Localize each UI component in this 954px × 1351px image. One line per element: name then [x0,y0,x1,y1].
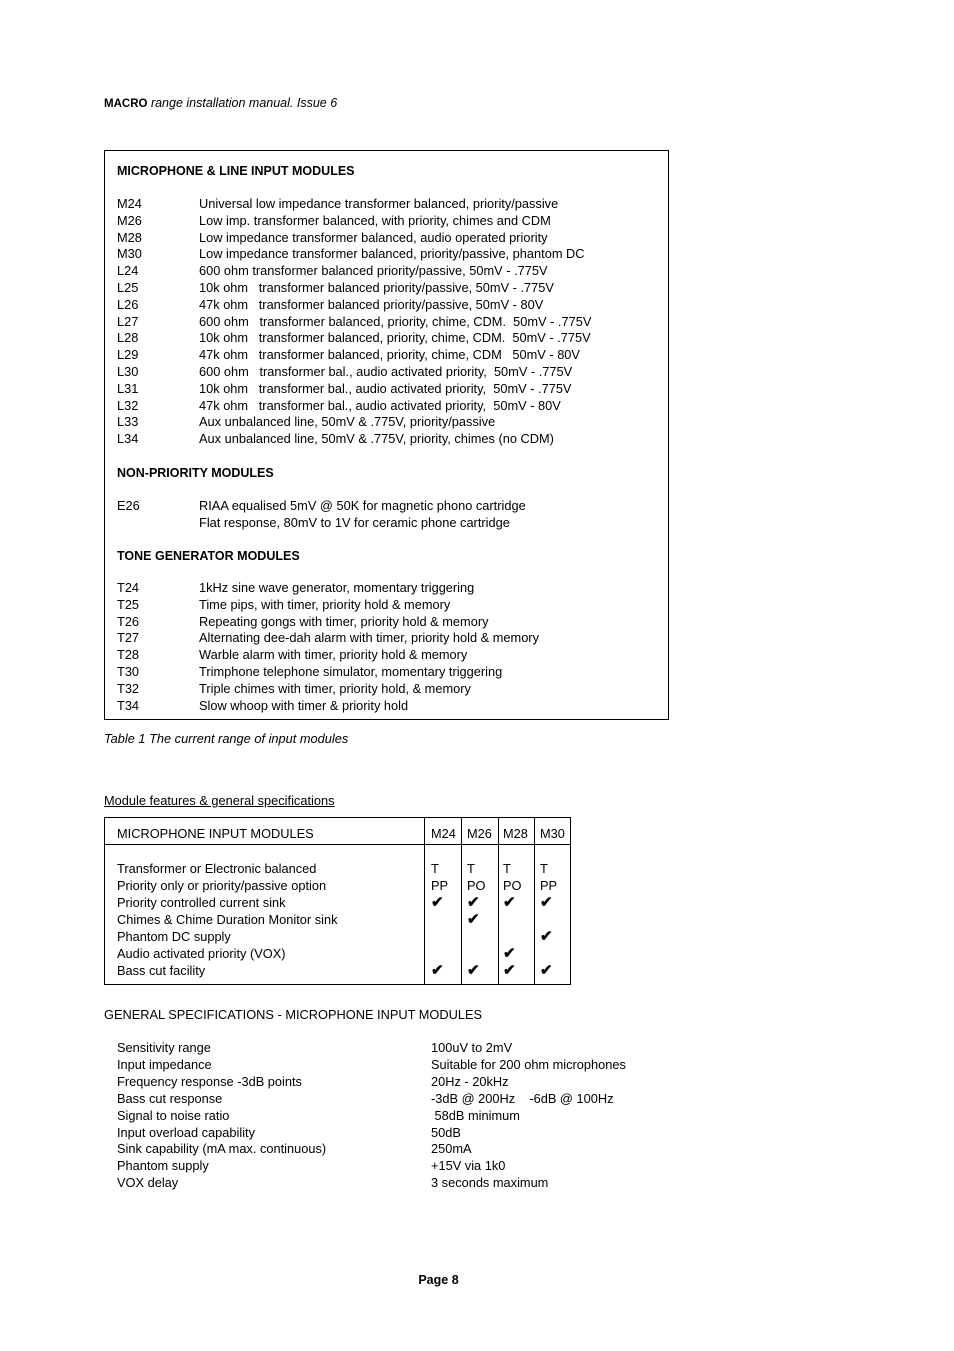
spec-value: 20Hz - 20kHz [431,1073,509,1089]
module-code: L26 [117,296,139,312]
feature-label: Audio activated priority (VOX) [117,946,286,961]
module-code: L25 [117,280,139,295]
module-description: Repeating gongs with timer, priority hold & memory [199,613,489,629]
module-row [117,579,657,596]
column-divider [498,818,499,984]
header-divider [105,844,570,845]
spec-value: 58dB minimum [431,1107,520,1123]
feature-cell: PO [467,878,486,893]
module-code: T26 [117,613,140,629]
module-description: 600 ohm transformer bal., audio activated priority, 50mV - .775V [199,364,573,379]
feature-label: Chimes & Chime Duration Monitor sink [117,912,338,927]
checkmark-icon: ✔ [540,894,553,911]
spec-value: 50dB [431,1124,461,1140]
module-code: L24 [117,263,139,279]
module-description: Time pips, with timer, priority hold & memory [199,596,451,612]
checkmark-icon: ✔ [503,945,516,962]
module-code: L27 [117,313,139,329]
module-description: Universal low impedance transformer balanced, priority/passive [199,196,559,211]
brand-name: MACRO [104,98,148,110]
feature-cell: T [540,861,548,876]
header-subtitle: range installation manual. Issue 6 [150,96,338,110]
module-row [117,430,657,447]
module-row [117,663,657,680]
spec-label: Frequency response -3dB points [117,1073,302,1089]
module-row [117,680,657,697]
module-code: T27 [117,630,140,646]
features-table [104,817,571,985]
features-heading-link[interactable]: Module features & general specifications [104,793,335,808]
spec-label: Input overload capability [117,1124,256,1140]
module-description: Trimphone telephone simulator, momentary triggering [199,664,503,679]
module-code: L34 [117,431,139,447]
module-description: Triple chimes with timer, priority hold, & memory [199,680,471,696]
section-title: NON-PRIORITY MODULES [117,466,274,480]
feature-label: Transformer or Electronic balanced [117,861,317,876]
module-row [117,697,657,714]
table-caption: Table 1 The current range of input modules [104,731,349,746]
module-code: T28 [117,647,140,663]
module-description: 10k ohm transformer balanced priority/passive, 50mV - .775V [199,280,554,295]
module-description: 1kHz sine wave generator, momentary triggering [199,580,475,595]
module-description: Aux unbalanced line, 50mV & .775V, priority, chimes (no CDM) [199,431,554,447]
module-row [117,646,657,663]
checkmark-icon: ✔ [431,962,444,979]
module-row [117,613,657,630]
feature-label: Priority controlled current sink [117,895,286,910]
module-row [117,363,657,380]
module-row [117,397,657,414]
module-row [117,497,657,514]
module-code: L28 [117,330,139,346]
spec-label: Signal to noise ratio [117,1107,230,1123]
module-code: M30 [117,246,142,262]
checkmark-icon: ✔ [431,894,444,911]
spec-label: Bass cut response [117,1090,223,1106]
module-code: M28 [117,229,142,245]
module-row [117,212,657,229]
module-description: 10k ohm transformer balanced, priority, chime, CDM. 50mV - .775V [199,330,591,346]
module-row [117,262,657,279]
module-description: Low imp. transformer balanced, with priority, chimes and CDM [199,212,551,228]
spec-label: Input impedance [117,1056,212,1072]
checkmark-icon: ✔ [467,894,480,911]
module-row [117,629,657,646]
feature-cell: PP [431,878,449,893]
module-row [117,413,657,430]
module-row [117,296,657,313]
feature-cell: T [467,861,475,876]
spec-value: Suitable for 200 ohm microphones [431,1056,626,1072]
column-divider [534,818,535,984]
module-row [117,313,657,330]
checkmark-icon: ✔ [467,962,480,979]
spec-value: 250mA [431,1141,472,1157]
feature-cell: T [503,861,511,876]
checkmark-icon: ✔ [540,928,553,945]
module-code: L30 [117,364,139,379]
feature-label: Priority only or priority/passive option [117,878,327,893]
module-code: T25 [117,596,140,612]
module-description: 600 ohm transformer balanced, priority, chime, CDM. 50mV - .775V [199,313,592,329]
general-specs-title: GENERAL SPECIFICATIONS - MICROPHONE INPUT MODULES [104,1007,483,1022]
document-header [104,96,337,110]
module-code: M24 [117,196,142,211]
module-row [117,596,657,613]
module-description: RIAA equalised 5mV @ 50K for magnetic phono cartridge [199,498,526,513]
spec-value: +15V via 1k0 [431,1158,506,1174]
feature-cell: PP [540,878,558,893]
module-code: L32 [117,397,139,413]
module-code: T24 [117,580,140,595]
feature-label: Phantom DC supply [117,929,231,944]
module-description: 47k ohm transformer balanced priority/passive, 50mV - 80V [199,296,544,312]
module-description: Alternating dee-dah alarm with timer, priority hold & memory [199,630,539,646]
section-title: TONE GENERATOR MODULES [117,549,300,563]
module-description: Aux unbalanced line, 50mV & .775V, priority/passive [199,414,496,430]
page-number: Page 8 [418,1273,459,1287]
module-code: L31 [117,380,139,396]
spec-value: -3dB @ 200Hz -6dB @ 100Hz [431,1090,614,1106]
checkmark-icon: ✔ [540,962,553,979]
module-description: 600 ohm transformer balanced priority/passive, 50mV - .775V [199,263,548,279]
features-header-label: MICROPHONE INPUT MODULES [117,826,314,841]
spec-label: VOX delay [117,1175,179,1191]
module-code: L33 [117,414,139,430]
module-code: E26 [117,498,140,513]
spec-label: Sink capability (mA max. continuous) [117,1141,327,1157]
module-row [117,229,657,246]
checkmark-icon: ✔ [503,962,516,979]
spec-value: 100uV to 2mV [431,1040,513,1055]
module-row [117,380,657,397]
checkmark-icon: ✔ [503,894,516,911]
module-description: Low impedance transformer balanced, audio operated priority [199,229,548,245]
column-header-m28: M28 [503,826,528,841]
module-description: Low impedance transformer balanced, priority/passive, phantom DC [199,246,585,262]
module-code: M26 [117,212,142,228]
column-divider [424,818,425,984]
checkmark-icon: ✔ [467,911,480,928]
module-row [117,195,657,212]
module-description: 47k ohm transformer bal., audio activated priority, 50mV - 80V [199,397,561,413]
column-header-m30: M30 [540,826,565,841]
module-row [117,346,657,363]
feature-cell: PO [503,878,522,893]
input-modules-table [104,150,669,720]
spec-label: Sensitivity range [117,1040,211,1055]
feature-label: Bass cut facility [117,963,206,978]
module-description: Flat response, 80mV to 1V for ceramic phone cartridge [199,514,510,530]
column-divider [461,818,462,984]
module-code: T32 [117,680,140,696]
column-header-m26: M26 [467,826,492,841]
module-row [117,279,657,296]
feature-cell: T [431,861,439,876]
column-header-m24: M24 [431,826,456,841]
module-row [117,245,657,262]
spec-label: Phantom supply [117,1158,209,1174]
module-description: 10k ohm transformer bal., audio activated priority, 50mV - .775V [199,380,572,396]
section-title: MICROPHONE & LINE INPUT MODULES [117,164,355,178]
module-row [117,329,657,346]
module-description: Slow whoop with timer & priority hold [199,697,409,713]
module-description: 47k ohm transformer balanced, priority, chime, CDM 50mV - 80V [199,347,580,363]
module-description: Warble alarm with timer, priority hold & memory [199,647,468,663]
module-row [117,514,657,531]
module-code: T30 [117,664,140,679]
spec-value: 3 seconds maximum [431,1175,549,1191]
module-code: T34 [117,697,140,713]
module-code: L29 [117,347,139,363]
